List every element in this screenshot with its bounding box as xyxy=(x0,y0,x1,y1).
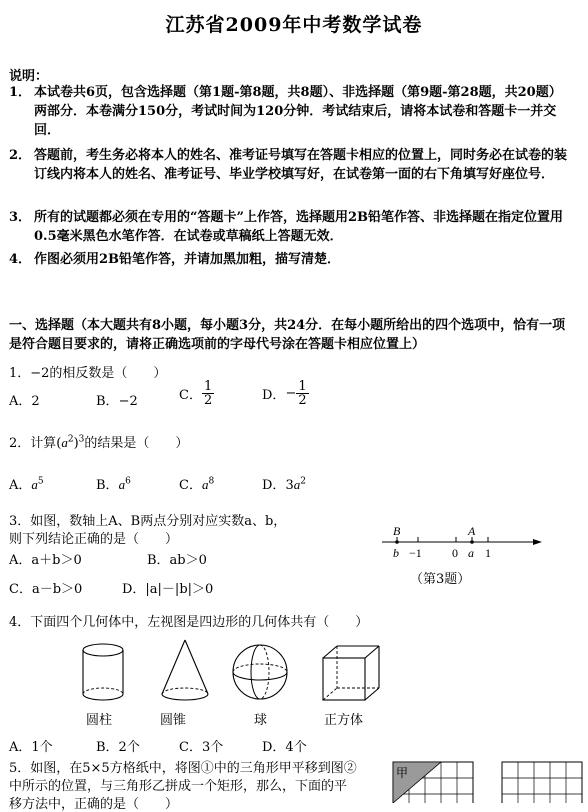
question-5-line-3: 移方法中，正确的是（ ） xyxy=(9,797,179,812)
instruction-text: 所有的试题都必须在专用的“答题卡”上作答，选择题用2B铅笔作答、非选择题在指定位置用0.5毫米黑色水笔作答．在试卷或草稿纸上答题无效． xyxy=(34,210,563,244)
tick-label-b: b xyxy=(393,546,399,560)
instruction-number: 4． xyxy=(9,252,32,267)
question-1-stem: 1．−2的相反数是（ ） xyxy=(9,366,167,381)
instructions-heading: 说明： xyxy=(9,69,49,84)
option-b: B．−2 xyxy=(96,394,138,409)
option-b: B．ab＞0 xyxy=(147,553,207,568)
tick-label-a: a xyxy=(468,546,474,560)
instruction-item-1 xyxy=(9,83,569,140)
grid-figure xyxy=(392,760,584,803)
solid-label-cylinder: 圆柱 xyxy=(86,713,113,728)
grid-2 xyxy=(502,762,582,803)
instruction-number: 2． xyxy=(9,148,32,163)
number-line-figure xyxy=(378,524,548,566)
option-b: B．2个 xyxy=(96,740,140,755)
option-a: A．$a^5$ xyxy=(9,476,44,493)
sphere-shape xyxy=(233,645,287,699)
option-a: A．2 xyxy=(9,394,40,409)
instruction-text: 答题前，考生务必将本人的姓名、准考证号填写在答题卡相应的位置上，同时务必在试卷的装订线内将本人的姓名、准考证号、毕业学校填写好，在试卷第一面的右下角填写好座位号． xyxy=(34,148,568,182)
point-a xyxy=(470,540,474,544)
point-b xyxy=(395,540,399,544)
tick-label-zero: 0 xyxy=(452,546,458,560)
cube-shape xyxy=(323,646,379,700)
point-label-b: B xyxy=(393,524,401,538)
section-1-heading: 一、选择题（本大题共有8小题，每小题3分，共24分．在每小题所给出的四个选项中，恰有一项是符合题目要求的，请将正确选项前的字母代号涂在答题卡相应位置上） xyxy=(9,318,566,352)
option-d: D．|a|－|b|＞0 xyxy=(122,582,214,597)
instruction-item-3 xyxy=(9,208,569,246)
instruction-text: 本试卷共6页，包含选择题（第1题-第8题，共8题）、非选择题（第9题-第28题，共20题）两部分．本卷满分150分，考试时间为120分钟．考试结束后，请将本试卷和答题卡一并交回． xyxy=(34,85,562,138)
instruction-item-4 xyxy=(9,250,569,269)
page-title: 江苏省2009年中考数学试卷 xyxy=(165,14,423,36)
question-2-options xyxy=(9,474,429,494)
figure-caption: （第3题） xyxy=(410,572,471,587)
question-3-line-1: 3．如图，数轴上A、B两点分别对应实数a、b， xyxy=(9,514,287,529)
option-d: D．4个 xyxy=(262,740,307,755)
instruction-item-2 xyxy=(9,146,569,184)
arrow-icon xyxy=(533,539,542,545)
triangle-label: 甲 xyxy=(396,766,409,780)
tick-label-one: 1 xyxy=(485,546,491,560)
question-3-line-2: 则下列结论正确的是（ ） xyxy=(9,532,179,547)
tick-label-minus-one: −1 xyxy=(409,546,422,560)
instruction-number: 3． xyxy=(9,210,32,225)
question-5-line-2: 中所示的位置，与三角形乙拼成一个矩形，那么，下面的平 xyxy=(9,779,348,794)
question-5-line-1: 5．如图，在5×5方格纸中，将图①中的三角形甲平移到图② xyxy=(9,761,357,776)
fraction: $\frac{1}{2}$ xyxy=(203,379,213,408)
option-c: C．3个 xyxy=(179,740,224,755)
instruction-number: 1． xyxy=(9,85,32,100)
question-1-options xyxy=(9,380,429,416)
solids-figure xyxy=(75,638,395,706)
option-d: D．− $\frac{1}{2}$ xyxy=(262,379,307,408)
solid-label-cube: 正方体 xyxy=(324,713,364,728)
solid-label-sphere: 球 xyxy=(254,713,268,728)
option-b: B．$a^6$ xyxy=(96,476,131,493)
grid-1 xyxy=(393,762,473,803)
point-label-a: A xyxy=(468,524,476,538)
option-c: C．$a^8$ xyxy=(179,476,215,493)
instruction-text: 作图必须用2B铅笔作答，并请加黑加粗，描写清楚． xyxy=(34,252,341,267)
fraction: $\frac{1}{2}$ xyxy=(298,379,307,408)
option-c: C．a－b＞0 xyxy=(9,582,83,597)
question-2-stem: 2．计算$(a^2)^3$的结果是（ ） xyxy=(9,434,189,451)
question-4-stem: 4．下面四个几何体中，左视图是四边形的几何体共有（ ） xyxy=(9,615,369,630)
option-a: A．a＋b＞0 xyxy=(9,553,82,568)
cylinder-shape xyxy=(83,644,123,700)
option-c: C． $\frac{1}{2}$ xyxy=(179,379,213,408)
solid-label-cone: 圆锥 xyxy=(160,713,187,728)
option-d: D．$3a^2$ xyxy=(262,476,306,493)
cone-shape xyxy=(162,640,208,700)
option-a: A．1个 xyxy=(9,740,53,755)
